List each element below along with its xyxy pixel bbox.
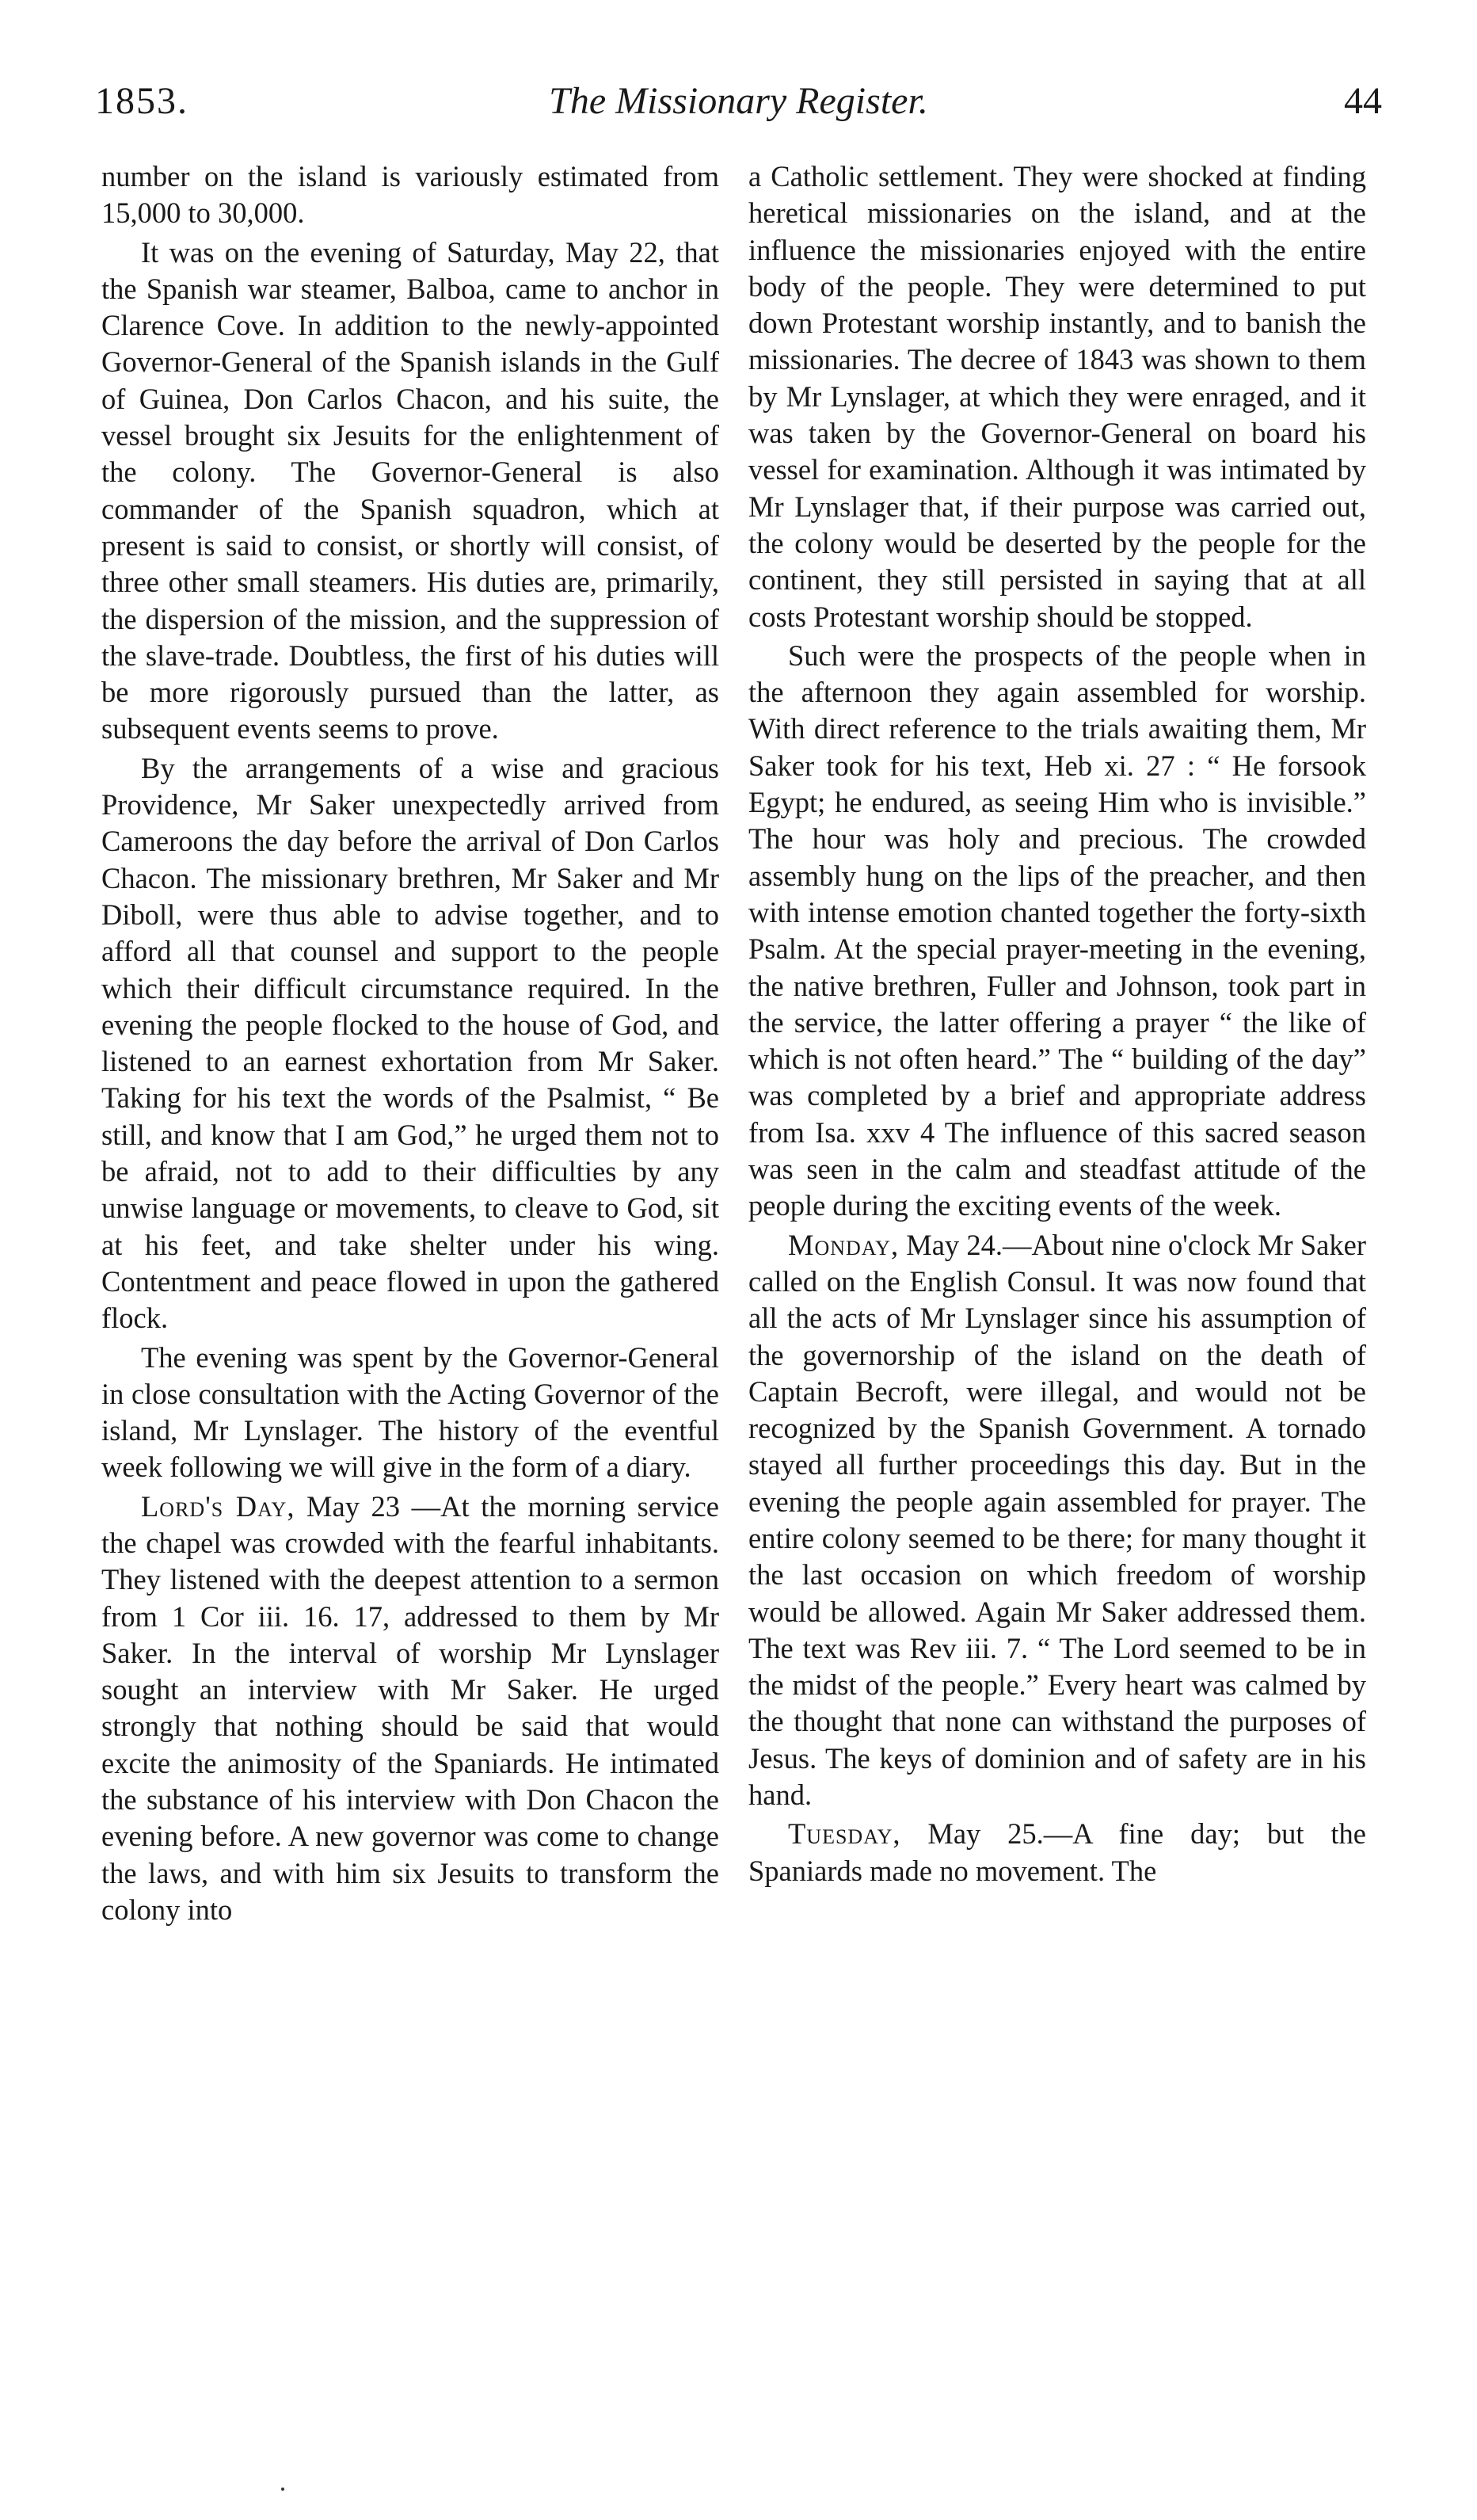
entry-text: May 23 —At the morning service the chapel was crowded with the fearful inhabitants. They listened with the deepest attention to a sermon from 1 Cor iii. 16. 17, addressed to them by Mr Saker. In the interval of worship Mr Lynslager sought an interview with Mr Saker. He urged strongly that nothing should be said that would excite the animosity of the Spaniards. He intimated the substance of his interview with Don Chacon the evening before. A new governor was come to change the laws, and with him six Jesuits to transform the colony into bbox=[101, 1489, 719, 1926]
entry-day-label: Lord's Day, bbox=[141, 1489, 295, 1523]
right-column bbox=[748, 158, 1366, 1889]
header-page-number: 44 bbox=[1344, 80, 1382, 122]
entry-text: May 24.—About nine o'clock Mr Saker called on the English Consul. It was now found that all the acts of Mr Lynslager since his assumption of the governorship of the island on the death of Captain Becroft, were illegal, and would not be recognized by the Spanish Government. A tornado stayed all further proceedings this day. But in the evening the people again assembled for prayer. The entire colony seemed to be there; for many thought it the last occasion on which freedom of worship would be allowed. Again Mr Saker addressed them. The text was Rev iii. 7. “ The Lord seemed to be in the midst of the people.” Every heart was calmed by the thought that none can withstand the purposes of Jesus. The keys of dominion and of safety are in his hand. bbox=[748, 1228, 1366, 1812]
header-title: The Missionary Register. bbox=[549, 80, 928, 122]
paragraph: number on the island is variously estimated from 15,000 to 30,000. bbox=[101, 160, 719, 230]
paragraph: The evening was spent by the Governor-General in close consultation with the Acting Governor of the island, Mr Lynslager. The history of the eventful week following we will give in the form of a diary. bbox=[101, 1340, 719, 1484]
diary-entry-lords-day bbox=[101, 1489, 719, 1929]
diary-entry-tuesday bbox=[748, 1816, 1366, 1889]
running-header bbox=[95, 79, 1382, 127]
header-year: 1853. bbox=[95, 80, 188, 122]
paragraph: a Catholic settlement. They were shocked at finding heretical missionaries on the island, and at the influence the missionaries enjoyed with the entire body of the people. They were determined to put down Protestant worship instantly, and to banish the missionaries. The decree of 1843 was shown to them by Mr Lynslager, at which they were enraged, and it was taken by the Governor-General on board his vessel for examination. Although it was intimated by Mr Lynslager that, if their purpose was carried out, the colony would be deserted by the people for the continent, they still persisted in saying that at all costs Protestant worship should be stopped. bbox=[748, 160, 1366, 633]
left-column bbox=[101, 158, 719, 1928]
diary-entry-monday bbox=[748, 1227, 1366, 1814]
ink-speck bbox=[281, 2488, 284, 2491]
entry-day-label: Monday, bbox=[788, 1228, 900, 1261]
paragraph: By the arrangements of a wise and gracious Providence, Mr Saker unexpectedly arrived from Cameroons the day before the arrival of Don Carlos Chacon. The missionary brethren, Mr Saker and Mr Diboll, were thus able to advise together, and to afford all that counsel and support to the people which their difficult circumstance required. In the evening the people flocked to the house of God, and listened to an earnest exhortation from Mr Saker. Taking for his text the words of the Psalmist, “ Be still, and know that I am God,” he urged them not to be afraid, not to add to their difficulties by any unwise language or movements, to cleave to God, sit at his feet, and take shelter under his wing. Contentment and peace flowed in upon the gathered flock. bbox=[101, 751, 719, 1335]
paragraph: It was on the evening of Saturday, May 22, that the Spanish war steamer, Balboa, came to anchor in Clarence Cove. In addition to the newly-appointed Governor-General of the Spanish islands in the Gulf of Guinea, Don Carlos Chacon, and his suite, the vessel brought six Jesuits for the enlightenment of the colony. The Governor-General is also commander of the Spanish squadron, which at present is said to consist, or shortly will consist, of three other small steamers. His duties are, primarily, the dispersion of the mission, and the suppression of the slave-trade. Doubtless, the first of his duties will be more rigorously pursued than the latter, as subsequent events seems to prove. bbox=[101, 235, 719, 745]
entry-text: May 25.—A fine day; but the Spaniards made no movement. The bbox=[748, 1817, 1366, 1887]
entry-day-label: Tuesday, bbox=[788, 1817, 901, 1851]
paragraph: Such were the prospects of the people when in the afternoon they again assembled for worship. With direct reference to the trials awaiting them, Mr Saker took for his text, Heb xi. 27 : “ He forsook Egypt; he endured, as seeing Him who is invisible.” The hour was holy and precious. The crowded assembly hung on the lips of the preacher, and then with intense emotion chanted together the forty-sixth Psalm. At the special prayer-meeting in the evening, the native brethren, Fuller and Johnson, took part in the service, the latter offering a prayer “ the like of which is not often heard.” The “ building of the day” was completed by a brief and appropriate address from Isa. xxv 4 The influence of this sacred season was seen in the calm and steadfast attitude of the people during the exciting events of the week. bbox=[748, 639, 1366, 1222]
